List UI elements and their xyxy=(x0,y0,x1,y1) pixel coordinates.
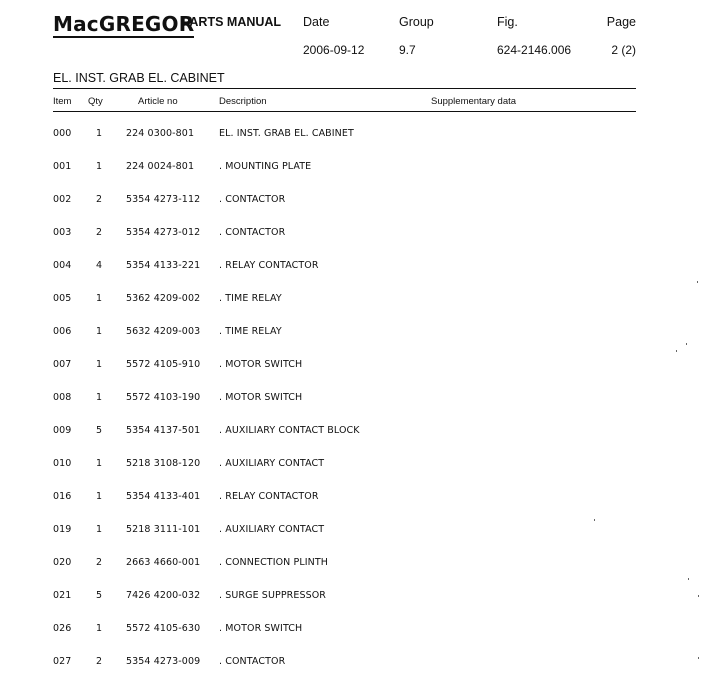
page-value: 2 (2) xyxy=(611,43,636,57)
header-bottom-rule xyxy=(53,111,636,112)
table-row xyxy=(0,392,718,425)
header-top-rule xyxy=(53,88,636,89)
description: . MOTOR SWITCH xyxy=(219,359,303,370)
table-row xyxy=(0,161,718,194)
description: . AUXILIARY CONTACT BLOCK xyxy=(219,425,360,436)
table-row xyxy=(0,293,718,326)
quantity: 4 xyxy=(96,260,103,271)
quantity: 2 xyxy=(96,227,103,238)
table-row xyxy=(0,491,718,524)
item-number: 016 xyxy=(53,491,72,502)
article-number: 5354 4273-009 xyxy=(126,656,201,667)
scan-speck xyxy=(697,281,698,283)
description: EL. INST. GRAB EL. CABINET xyxy=(219,128,354,139)
description: . TIME RELAY xyxy=(219,326,282,337)
column-header-supplementary: Supplementary data xyxy=(431,96,517,107)
table-row xyxy=(0,590,718,623)
item-number: 006 xyxy=(53,326,72,337)
article-number: 5354 4137-501 xyxy=(126,425,201,436)
item-number: 019 xyxy=(53,524,72,535)
table-row xyxy=(0,128,718,161)
article-number: 5632 4209-003 xyxy=(126,326,201,337)
item-number: 001 xyxy=(53,161,72,172)
article-number: 224 0300-801 xyxy=(126,128,195,139)
description: . AUXILIARY CONTACT xyxy=(219,458,325,469)
quantity: 1 xyxy=(96,524,103,535)
description: . MOTOR SWITCH xyxy=(219,623,303,634)
article-number: 5354 4273-012 xyxy=(126,227,201,238)
table-row xyxy=(0,623,718,656)
table-row xyxy=(0,425,718,458)
description: . MOUNTING PLATE xyxy=(219,161,312,172)
quantity: 2 xyxy=(96,656,103,667)
column-header-item: Item xyxy=(53,96,72,107)
scan-speck xyxy=(686,343,687,345)
table-row xyxy=(0,194,718,227)
quantity: 1 xyxy=(96,161,103,172)
description: . TIME RELAY xyxy=(219,293,282,304)
description: . CONTACTOR xyxy=(219,656,286,667)
item-number: 020 xyxy=(53,557,72,568)
item-number: 004 xyxy=(53,260,72,271)
item-number: 009 xyxy=(53,425,72,436)
quantity: 2 xyxy=(96,194,103,205)
column-header-article: Article no xyxy=(138,96,178,107)
article-number: 5572 4105-910 xyxy=(126,359,201,370)
quantity: 5 xyxy=(96,590,103,601)
scan-speck xyxy=(688,578,689,580)
quantity: 1 xyxy=(96,359,103,370)
table-row xyxy=(0,557,718,590)
table-row xyxy=(0,524,718,557)
article-number: 5354 4133-221 xyxy=(126,260,201,271)
quantity: 1 xyxy=(96,326,103,337)
table-row xyxy=(0,326,718,359)
description: . AUXILIARY CONTACT xyxy=(219,524,325,535)
article-number: 5218 3108-120 xyxy=(126,458,201,469)
quantity: 1 xyxy=(96,458,103,469)
article-number: 7426 4200-032 xyxy=(126,590,201,601)
scan-speck xyxy=(698,595,699,597)
description: . RELAY CONTACTOR xyxy=(219,260,319,271)
item-number: 026 xyxy=(53,623,72,634)
article-number: 5354 4133-401 xyxy=(126,491,201,502)
item-number: 008 xyxy=(53,392,72,403)
parts-list xyxy=(0,128,718,689)
table-row xyxy=(0,359,718,392)
article-number: 2663 4660-001 xyxy=(126,557,201,568)
article-number: 5572 4103-190 xyxy=(126,392,201,403)
item-number: 002 xyxy=(53,194,72,205)
article-number: 5362 4209-002 xyxy=(126,293,201,304)
group-label: Group xyxy=(399,15,434,29)
page-label: Page xyxy=(606,15,636,29)
description: . SURGE SUPPRESSOR xyxy=(219,590,326,601)
table-row xyxy=(0,458,718,491)
description: . CONNECTION PLINTH xyxy=(219,557,328,568)
scan-speck xyxy=(698,657,699,659)
item-number: 010 xyxy=(53,458,72,469)
scan-speck xyxy=(676,350,677,352)
fig-value: 624-2146.006 xyxy=(497,43,572,57)
table-row xyxy=(0,656,718,689)
item-number: 003 xyxy=(53,227,72,238)
quantity: 2 xyxy=(96,557,103,568)
manual-title: PARTS MANUAL xyxy=(182,15,282,29)
fig-label: Fig. xyxy=(497,15,518,29)
group-value: 9.7 xyxy=(399,43,416,57)
description: . CONTACTOR xyxy=(219,194,286,205)
date-label: Date xyxy=(303,15,330,29)
table-row xyxy=(0,260,718,293)
item-number: 021 xyxy=(53,590,72,601)
quantity: 1 xyxy=(96,128,103,139)
quantity: 1 xyxy=(96,491,103,502)
item-number: 005 xyxy=(53,293,72,304)
brand-logo: MacGREGOR xyxy=(53,12,195,36)
column-header-qty: Qty xyxy=(88,96,103,107)
description: . MOTOR SWITCH xyxy=(219,392,303,403)
quantity: 1 xyxy=(96,623,103,634)
item-number: 000 xyxy=(53,128,72,139)
description: . CONTACTOR xyxy=(219,227,286,238)
column-header-description: Description xyxy=(219,96,267,107)
article-number: 5572 4105-630 xyxy=(126,623,201,634)
quantity: 1 xyxy=(96,293,103,304)
item-number: 027 xyxy=(53,656,72,667)
article-number: 5354 4273-112 xyxy=(126,194,201,205)
quantity: 1 xyxy=(96,392,103,403)
quantity: 5 xyxy=(96,425,103,436)
date-value: 2006-09-12 xyxy=(303,43,365,57)
description: . RELAY CONTACTOR xyxy=(219,491,319,502)
item-number: 007 xyxy=(53,359,72,370)
scan-speck xyxy=(594,519,595,521)
article-number: 5218 3111-101 xyxy=(126,524,201,535)
section-title: EL. INST. GRAB EL. CABINET xyxy=(53,71,225,85)
table-row xyxy=(0,227,718,260)
article-number: 224 0024-801 xyxy=(126,161,195,172)
